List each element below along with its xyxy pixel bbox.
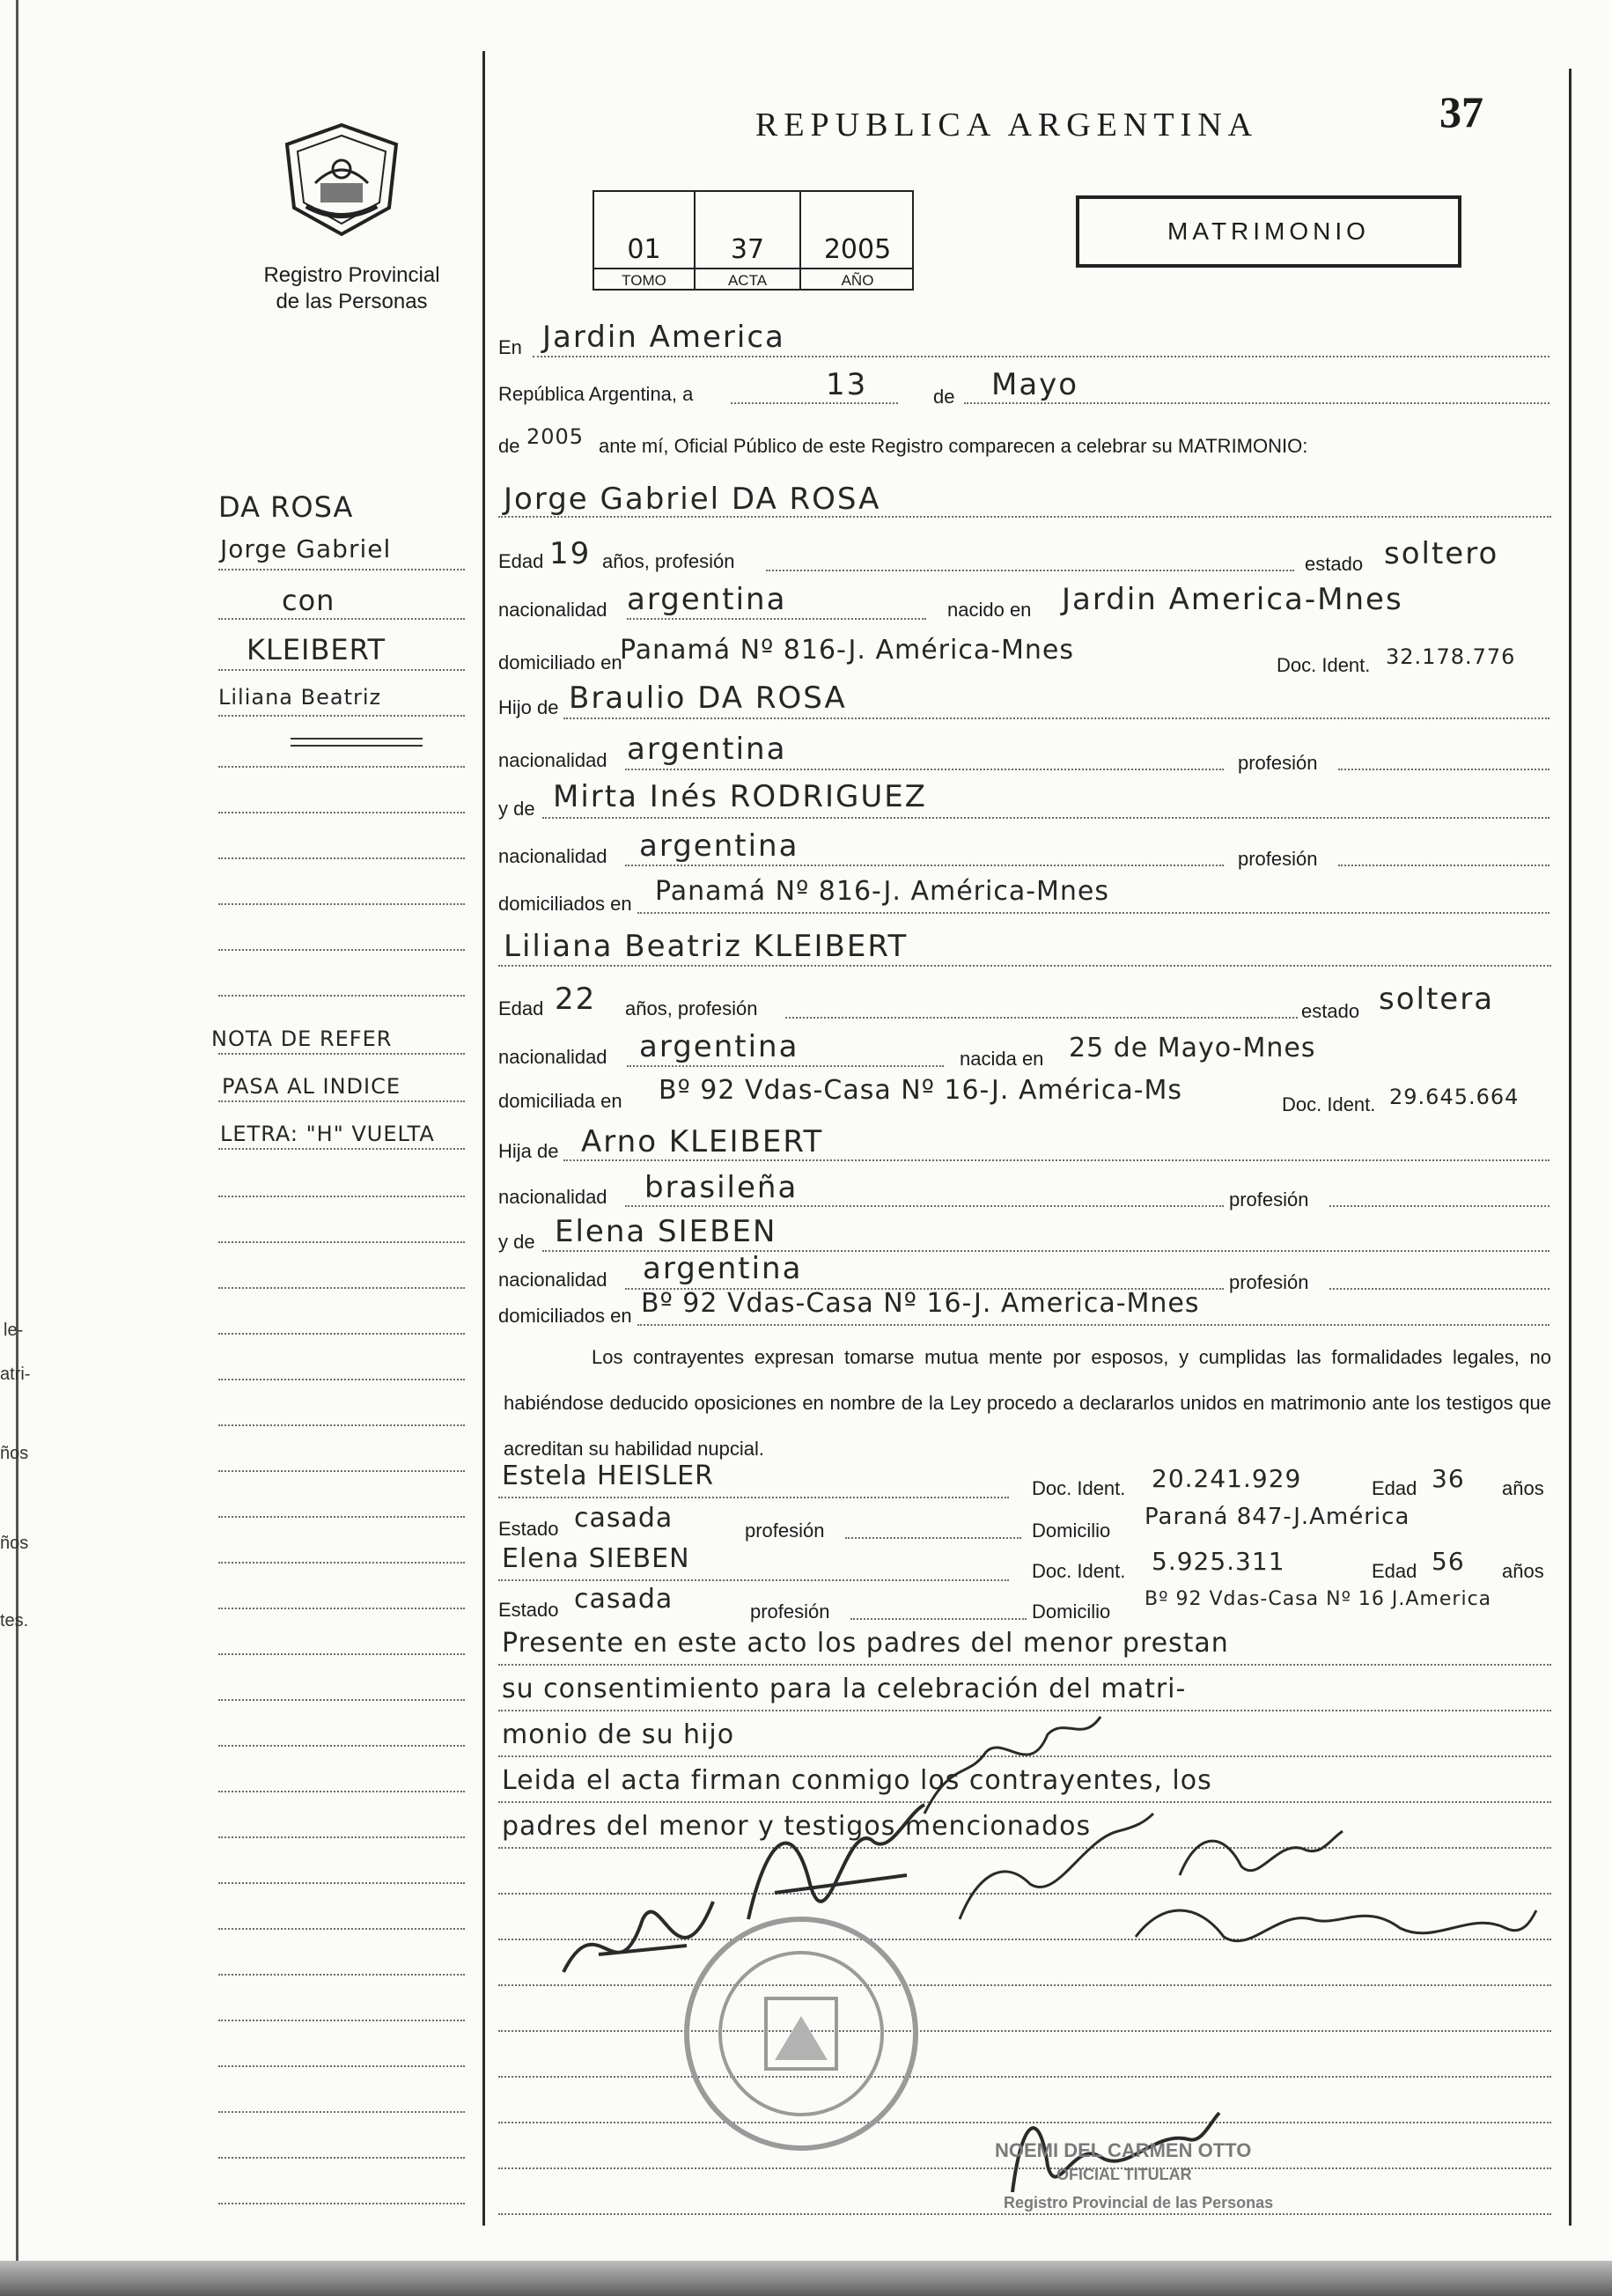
mother1-field: Mirta Inés RODRIGUEZ — [553, 779, 927, 814]
nacionalidad-label: nacionalidad — [498, 1046, 607, 1068]
bride-doc-field: 29.645.664 — [1389, 1085, 1520, 1109]
witness2-name-field: Elena SIEBEN — [502, 1543, 690, 1574]
left-binding-line — [16, 0, 18, 2296]
father2-field: Arno KLEIBERT — [581, 1124, 824, 1159]
parents2-address-field: Bº 92 Vdas-Casa Nº 16-J. America-Mnes — [641, 1288, 1200, 1319]
edad-label: Edad — [498, 997, 544, 1019]
domicilio-label: Domicilio — [1032, 1601, 1111, 1623]
parents1-address-field: Panamá Nº 816-J. América-Mnes — [655, 876, 1110, 907]
y-de-label: y de — [498, 798, 535, 820]
profesion-label: profesión — [1229, 1271, 1309, 1293]
profesion-label: profesión — [750, 1601, 830, 1623]
left-fragment: tes. — [0, 1611, 29, 1630]
signature-groom — [546, 1866, 748, 2007]
nacionalidad-label: nacionalidad — [498, 1186, 607, 1208]
margin-con: con — [282, 584, 335, 617]
signature-parent-mother — [1127, 1875, 1541, 1972]
note-line: Leida el acta firman conmigo los contrayentes, los — [502, 1765, 1212, 1796]
hija-label: Hija de — [498, 1140, 559, 1162]
doc-ident-label: Doc. Ident. — [1282, 1093, 1376, 1115]
left-fragment: atri- — [0, 1365, 31, 1384]
nacionalidad-label: nacionalidad — [498, 845, 607, 867]
witness2-doc-field: 5.925.311 — [1152, 1547, 1285, 1576]
bottom-shadow — [0, 2261, 1612, 2296]
nacida-label: nacida en — [960, 1048, 1044, 1070]
margin-note-line: LETRA: "H" VUELTA — [220, 1122, 435, 1146]
official-stamp-registry: Registro Provincial de las Personas — [1004, 2194, 1274, 2211]
estado-label: Estado — [498, 1518, 559, 1540]
witness2-status-field: casada — [574, 1584, 674, 1615]
document-type-box: MATRIMONIO — [1076, 195, 1461, 268]
bride-name-field: Liliana Beatriz KLEIBERT — [504, 929, 909, 964]
left-fragment: ños — [0, 1534, 29, 1553]
margin-bride-given: Liliana Beatriz — [218, 685, 382, 710]
en-label: En — [498, 336, 522, 358]
margin-note-line: NOTA DE REFER — [211, 1027, 393, 1051]
margin-surname: DA ROSA — [218, 490, 354, 524]
bride-nationality-field: argentina — [639, 1029, 799, 1064]
registry-name: Registro Provincial de las Personas — [263, 263, 440, 313]
domiciliada-label: domiciliada en — [498, 1090, 622, 1112]
preamble-text: ante mí, Oficial Público de este Registro comparecen a celebrar su MATRIMONIO: — [599, 435, 1308, 457]
declaration-text: Los contrayentes expresan tomarse mutua mente por esposos, y cumplidas las formalidades legales, no habiéndose deducido oposiciones en nombre de la Ley procedo a declararlos unidos en matrimonio ante los testigos que acreditan su habilidad nupcial. — [504, 1346, 1551, 1460]
margin-bride-surname: KLEIBERT — [247, 633, 386, 666]
father1-nationality-field: argentina — [627, 732, 787, 767]
ano-cell: 2005 AÑO — [801, 192, 914, 291]
estado-label: estado — [1301, 1000, 1360, 1022]
note-line: padres del menor y testigos mencionados — [502, 1811, 1092, 1842]
father1-field: Braulio DA ROSA — [569, 681, 847, 716]
profesion-label: profesión — [1229, 1188, 1309, 1211]
witness1-doc-field: 20.241.929 — [1152, 1464, 1302, 1493]
doc-ident-label: Doc. Ident. — [1277, 654, 1371, 676]
note-line: su consentimiento para la celebración del matri- — [502, 1674, 1187, 1704]
profesion-label: profesión — [1238, 848, 1318, 870]
father2-nationality-field: brasileña — [644, 1170, 799, 1205]
witness1-status-field: casada — [574, 1503, 674, 1534]
provincial-crest-icon — [280, 121, 403, 238]
groom-birthplace-field: Jardin America-Mnes — [1062, 582, 1403, 617]
estado-label: Estado — [498, 1599, 559, 1621]
page-number: 37 — [1439, 87, 1483, 136]
groom-address-field: Panamá Nº 816-J. América-Mnes — [620, 635, 1075, 666]
doc-ident-label: Doc. Ident. — [1032, 1560, 1126, 1582]
witness2-age-field: 56 — [1432, 1547, 1465, 1576]
domiciliados-label: domiciliados en — [498, 893, 632, 915]
de-year-label: de — [498, 435, 520, 457]
groom-age-field: 19 — [549, 536, 592, 571]
record-number-box — [593, 190, 914, 291]
bride-status-field: soltera — [1379, 982, 1495, 1017]
note-line: Presente en este acto los padres del menor prestan — [502, 1628, 1229, 1659]
groom-nationality-field: argentina — [627, 582, 787, 617]
anos-label: años — [1502, 1560, 1544, 1582]
official-stamp-title: OFICIAL TITULAR — [1056, 2166, 1192, 2183]
edad-label: Edad — [1372, 1560, 1417, 1582]
edad-label: Edad — [498, 550, 544, 572]
witness1-address-field: Paraná 847-J.América — [1145, 1504, 1410, 1530]
month-field: Mayo — [991, 367, 1079, 402]
mother2-nationality-field: argentina — [643, 1251, 803, 1286]
acta-cell: 37 ACTA — [696, 192, 801, 291]
note-line: monio de su hijo — [502, 1719, 735, 1750]
nacionalidad-label: nacionalidad — [498, 1269, 607, 1291]
domiciliados-label: domiciliados en — [498, 1305, 632, 1327]
day-field: 13 — [826, 367, 868, 402]
tomo-cell: 01 TOMO — [594, 192, 696, 291]
doc-ident-label: Doc. Ident. — [1032, 1477, 1126, 1499]
hijo-label: Hijo de — [498, 696, 559, 718]
country-title: REPUBLICA ARGENTINA — [755, 107, 1259, 144]
margin-given-names: Jorge Gabriel — [220, 534, 392, 563]
groom-doc-field: 32.178.776 — [1386, 644, 1516, 669]
witness1-name-field: Estela HEISLER — [502, 1461, 714, 1491]
official-stamp-name: NOEMI DEL CARMEN OTTO — [995, 2139, 1252, 2161]
y-de-label: y de — [498, 1231, 535, 1253]
nacionalidad-label: nacionalidad — [498, 749, 607, 771]
margin-divider-line — [482, 51, 485, 2226]
right-edge-line — [1569, 69, 1572, 2226]
margin-double-underline — [291, 738, 423, 747]
profesion-label: profesión — [1238, 752, 1318, 774]
estado-label: estado — [1305, 553, 1364, 575]
nacionalidad-label: nacionalidad — [498, 599, 607, 621]
groom-name-field: Jorge Gabriel DA ROSA — [504, 482, 881, 517]
anos-profesion-label: años, profesión — [602, 550, 735, 572]
domicilio-label: Domicilio — [1032, 1520, 1111, 1542]
mother1-nationality-field: argentina — [639, 828, 799, 864]
place-field: Jardin America — [542, 320, 785, 355]
year-field: 2005 — [526, 424, 585, 449]
profesion-label: profesión — [745, 1520, 825, 1542]
left-fragment: ños — [0, 1444, 29, 1463]
anos-label: años — [1502, 1477, 1544, 1499]
de-label: de — [933, 386, 955, 408]
nacido-label: nacido en — [947, 599, 1032, 621]
witness1-age-field: 36 — [1432, 1464, 1465, 1493]
bride-birthplace-field: 25 de Mayo-Mnes — [1069, 1033, 1316, 1063]
mother2-field: Elena SIEBEN — [555, 1214, 777, 1249]
margin-note-line: PASA AL INDICE — [222, 1074, 401, 1099]
witness2-address-field: Bº 92 Vdas-Casa Nº 16 J.America — [1145, 1588, 1492, 1610]
anos-profesion-label: años, profesión — [625, 997, 758, 1019]
republica-label: República Argentina, a — [498, 383, 694, 405]
bride-address-field: Bº 92 Vdas-Casa Nº 16-J. América-Ms — [659, 1075, 1183, 1106]
edad-label: Edad — [1372, 1477, 1417, 1499]
left-fragment: le- — [4, 1321, 24, 1340]
groom-status-field: soltero — [1384, 536, 1499, 571]
domiciliado-label: domiciliado en — [498, 651, 622, 673]
bride-age-field: 22 — [555, 982, 597, 1017]
